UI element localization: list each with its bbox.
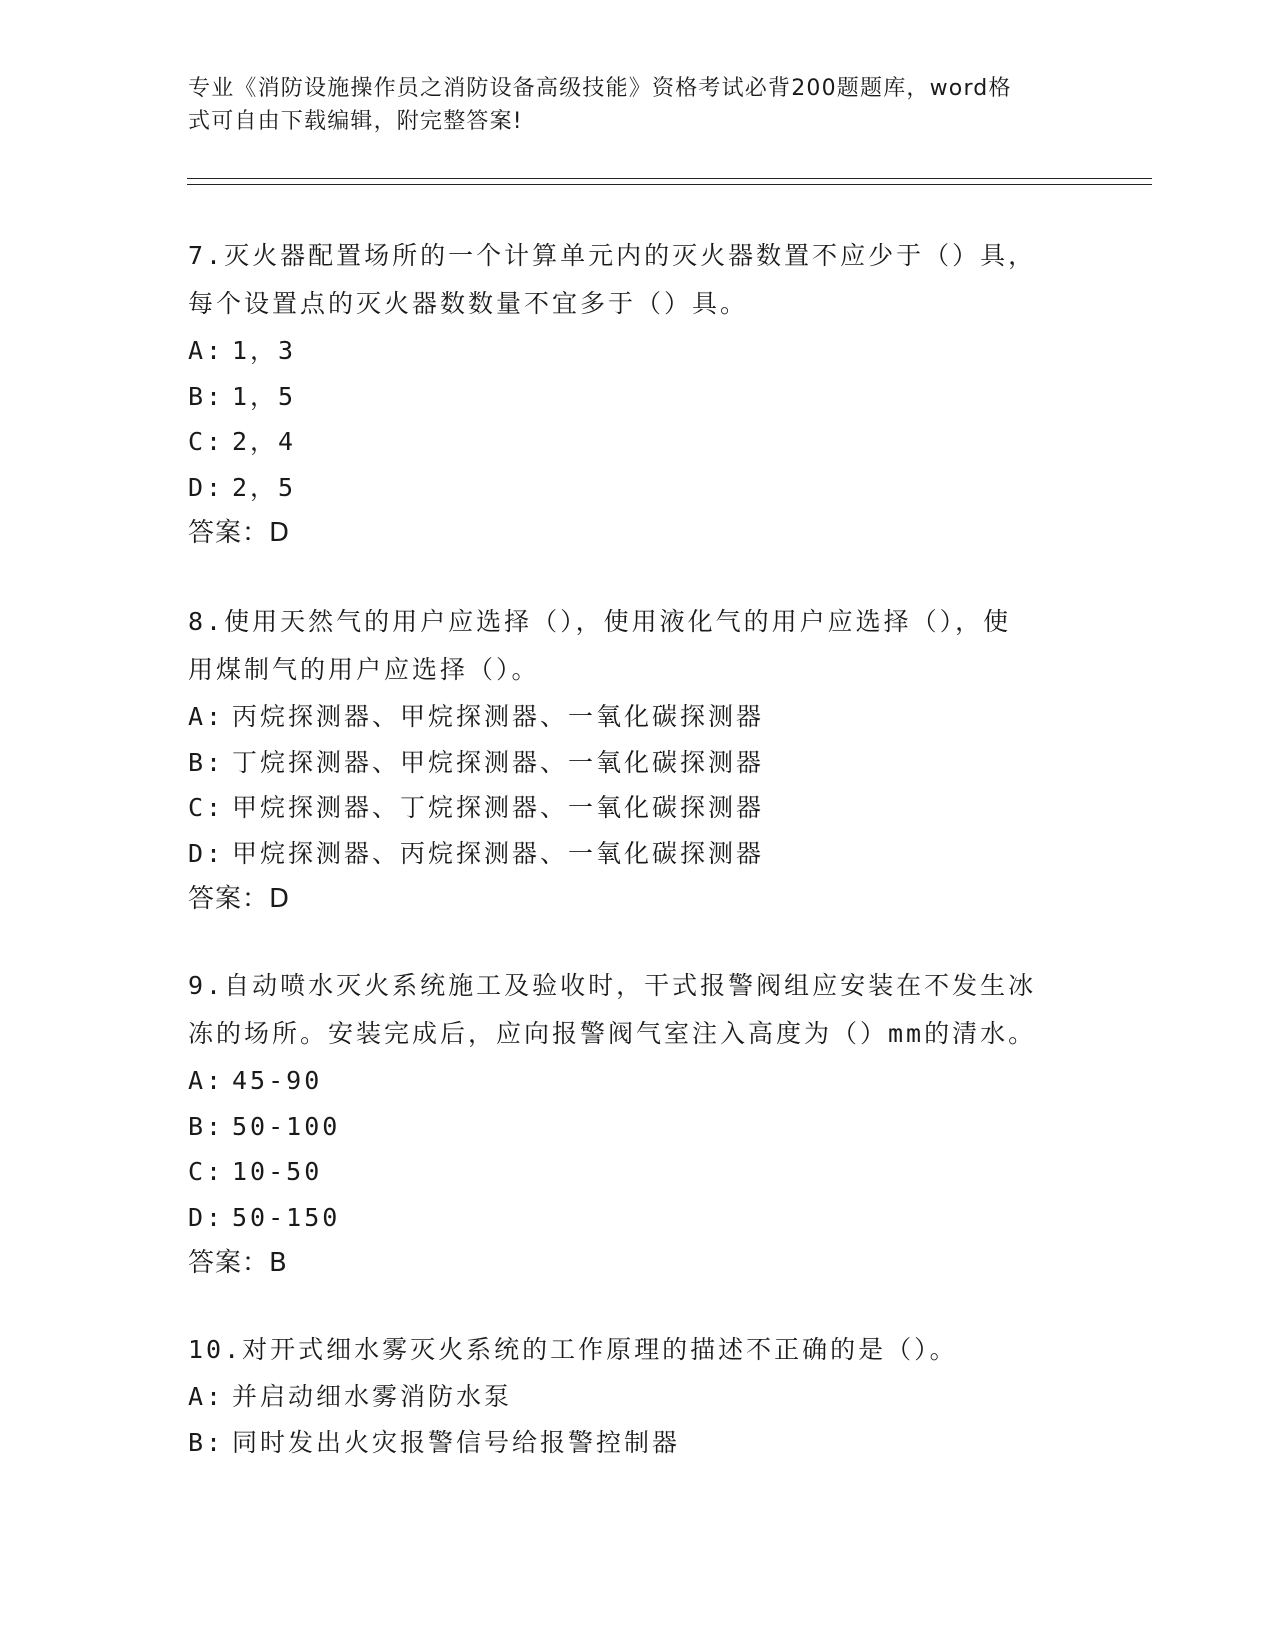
option-d [188, 831, 1068, 877]
option-text: 1，3 [232, 336, 297, 365]
question-stem [188, 1326, 1068, 1374]
option-letter: C: [188, 1157, 225, 1186]
question-10 [188, 1326, 1068, 1465]
answer-line: 答案：B [188, 1248, 288, 1278]
option-text: 50-150 [232, 1202, 341, 1232]
option-text: 并启动细水雾消防水泵 [232, 1382, 513, 1411]
option-text: 同时发出火灾报警信号给报警控制器 [232, 1427, 681, 1457]
question-8 [188, 598, 1068, 922]
option-text: 50-100 [232, 1111, 341, 1141]
option-letter: B: [188, 747, 225, 777]
document-header [188, 72, 1068, 138]
question-stem-line: 冻的场所。安装完成后，应向报警阀气室注入高度为（）mm的清水。 [188, 1019, 1037, 1048]
option-b [188, 740, 1068, 786]
option-text: 10-50 [232, 1157, 323, 1186]
header-divider-top [187, 178, 1152, 179]
option-letter: D: [188, 472, 225, 502]
option-text: 丙烷探测器、甲烷探测器、一氧化碳探测器 [232, 702, 765, 731]
answer-line: 答案：D [188, 518, 291, 548]
question-stem-line: 每个设置点的灭火器数数量不宜多于（）具。 [188, 289, 749, 318]
option-a [188, 694, 1068, 740]
header-intro-line-1: 专业《消防设施操作员之消防设备高级技能》资格考试必背200题题库，word格 [188, 76, 1012, 101]
option-c [188, 1149, 1068, 1195]
question-stem-line: 9.自动喷水灭火系统施工及验收时，干式报警阀组应安装在不发生冰 [188, 971, 1037, 1000]
question-stem-line: 8.使用天然气的用户应选择（），使用液化气的用户应选择（），使 [188, 607, 1012, 636]
option-text: 2，4 [232, 427, 297, 456]
question-stem [188, 962, 1068, 1058]
option-letter: D: [188, 1202, 225, 1232]
question-stem [188, 232, 1068, 328]
question-stem-line: 10.对开式细水雾灭火系统的工作原理的描述不正确的是（）。 [188, 1335, 958, 1364]
option-text: 丁烷探测器、甲烷探测器、一氧化碳探测器 [232, 747, 765, 777]
question-stem-line: 用煤制气的用户应选择（）。 [188, 655, 540, 684]
option-a [188, 328, 1068, 374]
question-9 [188, 962, 1068, 1286]
option-letter: C: [188, 793, 225, 822]
option-c [188, 419, 1068, 465]
header-divider-bottom [187, 184, 1152, 185]
option-letter: B: [188, 1111, 225, 1141]
option-b [188, 374, 1068, 420]
option-text: 2，5 [232, 472, 297, 502]
option-text: 1，5 [232, 381, 297, 411]
option-b [188, 1420, 1068, 1466]
option-letter: A: [188, 702, 225, 731]
option-letter: B: [188, 381, 225, 411]
option-letter: A: [188, 336, 225, 365]
option-c [188, 785, 1068, 831]
option-text: 甲烷探测器、丙烷探测器、一氧化碳探测器 [232, 838, 765, 868]
question-7 [188, 232, 1068, 556]
answer-line: 答案：D [188, 884, 291, 914]
header-intro-line-2: 式可自由下载编辑，附完整答案! [188, 109, 523, 134]
option-a [188, 1374, 1068, 1420]
option-d [188, 1195, 1068, 1241]
option-text: 45-90 [232, 1066, 323, 1095]
option-letter: B: [188, 1427, 225, 1457]
option-letter: A: [188, 1066, 225, 1095]
option-text: 甲烷探测器、丁烷探测器、一氧化碳探测器 [232, 793, 765, 822]
option-d [188, 465, 1068, 511]
option-letter: C: [188, 427, 225, 456]
question-stem [188, 598, 1068, 694]
question-stem-line: 7.灭火器配置场所的一个计算单元内的灭火器数置不应少于（）具， [188, 241, 1037, 270]
option-letter: D: [188, 838, 225, 868]
option-b [188, 1104, 1068, 1150]
option-a [188, 1058, 1068, 1104]
option-letter: A: [188, 1382, 225, 1411]
